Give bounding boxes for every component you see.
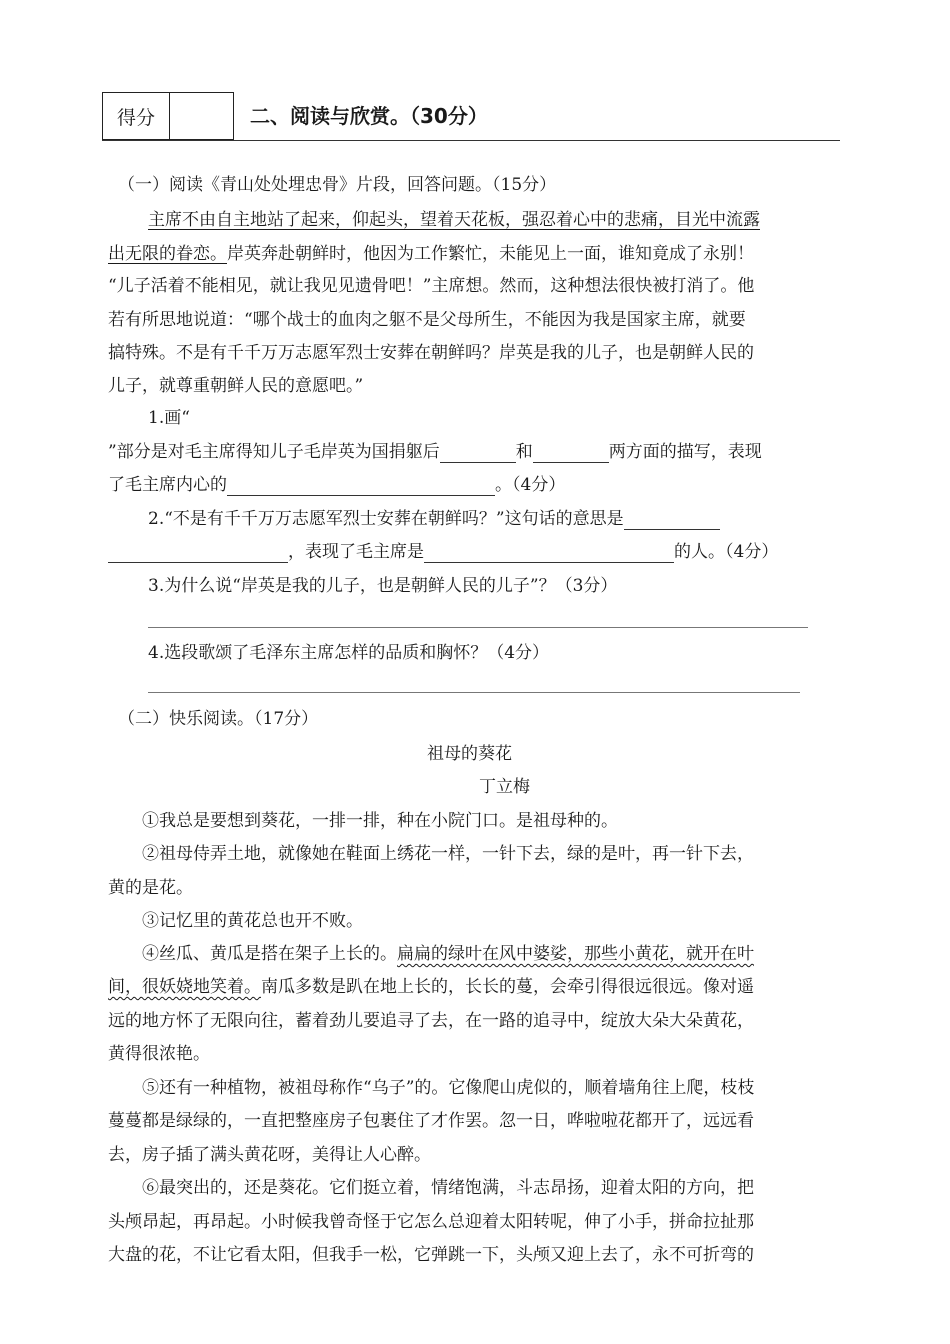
part2-heading: （二）快乐阅读。（17分）: [118, 709, 319, 729]
wavy-underlined-sentence: 间，很妖娆地笑着。: [108, 977, 261, 997]
paragraph-text: ④丝瓜、黄瓜是搭在架子上长的。: [142, 944, 397, 964]
passage1-line: 若有所思地说道：“哪个战士的血肉之躯不是父母所生，不能因为我是国家主席，就要: [108, 310, 746, 330]
answer-line[interactable]: [148, 692, 800, 693]
question-text: 的人。（4分）: [674, 542, 779, 562]
paragraph-3: ③记忆里的黄花总也开不败。: [142, 911, 363, 931]
question-1-line: [108, 474, 565, 496]
question-2-line: [108, 541, 778, 563]
answer-blank[interactable]: [624, 511, 720, 530]
section-title: 二、阅读与欣赏。（30分）: [250, 104, 488, 128]
wavy-underlined-sentence: 扁扁的绿叶在风中婆娑，那些小黄花，就开在叶: [397, 944, 754, 964]
paragraph-5-line: 去，房子插了满头黄花呀，美得让人心醉。: [108, 1145, 431, 1165]
underlined-sentence: 出无限的眷恋。: [108, 244, 227, 264]
article-title: 祖母的葵花: [427, 744, 512, 764]
question-4: 4.选段歌颂了毛泽东主席怎样的品质和胸怀？（4分）: [148, 643, 550, 663]
paragraph-1: ①我总是要想到葵花，一排一排，种在小院门口。是祖母种的。: [142, 811, 618, 831]
question-1: 1.画“: [148, 408, 190, 428]
question-text: 了毛主席内心的: [108, 475, 227, 495]
passage-text: 岸英奔赴朝鲜时，他因为工作繁忙，未能见上一面，谁知竟成了永别！: [227, 244, 754, 264]
question-text: 。（4分）: [495, 475, 566, 495]
paragraph-5: ⑤还有一种植物，被祖母称作“乌子”的。它像爬山虎似的，顺着墙角往上爬，枝枝: [142, 1078, 755, 1098]
question-text: ，表现了毛主席是: [288, 542, 424, 562]
paragraph-4-line: 黄得很浓艳。: [108, 1044, 210, 1064]
question-text: ”部分是对毛主席得知儿子毛岸英为国捐躯后: [108, 442, 440, 462]
answer-blank[interactable]: [108, 544, 288, 563]
question-text: 两方面的描写，表现: [608, 442, 762, 462]
score-box: [102, 92, 234, 140]
paragraph-2-line: 黄的是花。: [108, 878, 193, 898]
answer-blank[interactable]: [227, 477, 495, 496]
underlined-sentence: 主席不由自主地站了起来，仰起头，望着天花板，强忍着心中的悲痛，目光中流露: [148, 210, 760, 230]
answer-line[interactable]: [148, 627, 808, 628]
paragraph-text: 南瓜多数是趴在地上长的，长长的蔓，会牵引得很远很远。像对遥: [261, 977, 754, 997]
question-text: 和: [515, 442, 533, 462]
header-divider: [102, 140, 840, 141]
paragraph-6: ⑥最突出的，还是葵花。它们挺立着，情绪饱满，斗志昂扬，迎着太阳的方向，把: [142, 1178, 754, 1198]
score-label: 得分: [103, 93, 170, 139]
passage1-line: 搞特殊。不是有千千万万志愿军烈士安葬在朝鲜吗？岸英是我的儿子，也是朝鲜人民的: [108, 343, 754, 363]
passage1-line: [108, 243, 754, 265]
question-2: [148, 508, 720, 530]
passage1-line: “儿子活着不能相见，就让我见见遗骨吧！”主席想。然而，这种想法很快被打消了。他: [108, 276, 755, 296]
score-input-cell[interactable]: [170, 93, 233, 139]
paragraph-4-line: [108, 976, 754, 998]
paragraph-6-line: 头颅昂起，再昂起。小时候我曾奇怪于它怎么总迎着太阳转呢，伸了小手，拼命拉扯那: [108, 1212, 754, 1232]
paragraph-2: ②祖母侍弄土地，就像她在鞋面上绣花一样，一针下去，绿的是叶，再一针下去，: [142, 844, 754, 864]
question-1-line: [108, 441, 762, 463]
part1-heading: （一）阅读《青山处处埋忠骨》片段，回答问题。（15分）: [118, 175, 557, 195]
paragraph-4: [142, 943, 754, 965]
question-text: 2.“不是有千千万万志愿军烈士安葬在朝鲜吗？”这句话的意思是: [148, 509, 624, 529]
paragraph-5-line: 蔓蔓都是绿绿的，一直把整座房子包裹住了才作罢。忽一日，哗啦啦花都开了，远远看: [108, 1111, 754, 1131]
paragraph-6-line: 大盘的花，不让它看太阳，但我手一松，它弹跳一下，头颅又迎上去了，永不可折弯的: [108, 1245, 754, 1265]
answer-blank[interactable]: [440, 444, 516, 463]
passage1-line: 儿子，就尊重朝鲜人民的意愿吧。”: [108, 376, 364, 396]
passage1-line: [148, 209, 760, 231]
answer-blank[interactable]: [533, 444, 609, 463]
answer-blank[interactable]: [424, 544, 674, 563]
article-author: 丁立梅: [479, 777, 530, 797]
paragraph-4-line: 远的地方怀了无限向往，蓄着劲儿要追寻了去，在一路的追寻中，绽放大朵大朵黄花，: [108, 1011, 754, 1031]
question-3: 3.为什么说“岸英是我的儿子，也是朝鲜人民的儿子”？（3分）: [148, 576, 618, 596]
